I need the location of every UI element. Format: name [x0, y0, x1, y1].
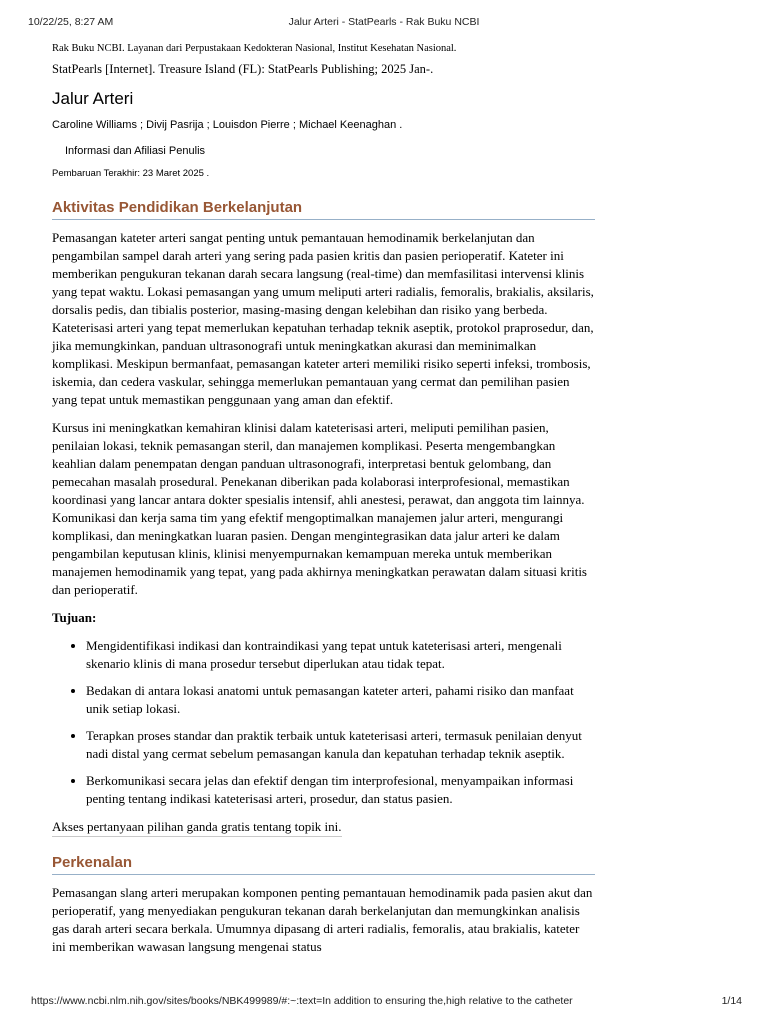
page-number: 1/14 — [721, 995, 742, 1007]
article-content — [52, 40, 595, 966]
print-header — [28, 16, 740, 32]
objective-item: • Bedakan di antara lokasi anatomi untuk pemasangan kateter arteri, pahami risiko dan manfaat unik setiap lokasi. — [86, 682, 595, 718]
print-datetime: 10/22/25, 8:27 AM — [28, 16, 114, 28]
citation-line: StatPearls [Internet]. Treasure Island (FL): StatPearls Publishing; 2025 Jan-. — [52, 62, 434, 76]
education-paragraph-2: Kursus ini meningkatkan kemahiran klinisi dalam kateterisasi arteri, meliputi pemilihan pasien, penilaian lokasi, teknik pemasangan steril, dan manajemen komplikasi. Peserta mengembangkan keahlian dalam penempatan dengan panduan ultrasonografi, interpretasi bentuk gelombang, dan pemecahan masalah prosedural. Penekanan diberikan pada kolaborasi interprofesional, memastikan koordinasi yang lancar antara dokter spesialis intensif, ahli anestesi, perawat, dan anggota tim lainnya. Komunikasi dan kerja sama tim yang efektif mengoptimalkan manajemen jalur arteri, mengurangi komplikasi, dan meningkatkan luaran pasien. Dengan mengintegrasikan data jalur arteri ke dalam pengambilan keputusan klinis, klinisi menyempurnakan kemampuan mereka untuk memberikan manajemen hemodinamik yang tepat, yang pada akhirnya meningkatkan perawatan dalam situasi kritis dan perioperatif. — [52, 420, 587, 597]
print-doc-title: Jalur Arteri - StatPearls - Rak Buku NCBI — [288, 16, 480, 28]
section-heading-intro: Perkenalan — [52, 853, 595, 875]
objectives-label: Tujuan: — [52, 610, 97, 625]
intro-paragraph-1: Pemasangan slang arteri merupakan komponen penting pemantauan hemodinamik pada pasien akut dan perioperatif, yang menyediakan pengukuran tekanan darah berkelanjutan dan memungkinkan analisis gas darah arteri secara berkala. Umumnya dipasang di arteri radialis, femoralis, atau brakialis, kateter ini memberikan wawasan langsung mengenai status — [52, 885, 593, 954]
mcq-link[interactable]: Akses pertanyaan pilihan ganda gratis tentang topik ini. — [52, 818, 342, 837]
publisher-line: Rak Buku NCBI. Layanan dari Perpustakaan Kedokteran Nasional, Institut Kesehatan Nasional. — [52, 43, 457, 54]
objectives-list — [52, 637, 595, 808]
page-title: Jalur Arteri — [52, 89, 134, 108]
objective-item: • Mengidentifikasi indikasi dan kontraindikasi yang tepat untuk kateterisasi arteri, mengenali skenario klinis di mana prosedur tersebut diperlukan atau tidak tepat. — [86, 637, 595, 673]
author-list: Caroline Williams ; Divij Pasrija ; Louisdon Pierre ; Michael Keenaghan . — [52, 119, 403, 131]
objective-item: • Berkomunikasi secara jelas dan efektif dengan tim interprofesional, menyampaikan informasi penting tentang indikasi kateterisasi arteri, prosedur, dan status pasien. — [86, 772, 595, 808]
print-url: https://www.ncbi.nlm.nih.gov/sites/books/NBK499989/#:~:text=In addition to ensuring the,high relative to the catheter — [31, 995, 573, 1007]
education-paragraph-1: Pemasangan kateter arteri sangat penting untuk pemantauan hemodinamik berkelanjutan dan pengambilan sampel darah arteri yang sering pada pasien kritis dan pasien perioperatif. Kateter ini memberikan pengukuran tekanan darah secara langsung (real-time) dan memfasilitasi intervensi klinis yang tepat waktu. Lokasi pemasangan yang umum meliputi arteri radialis, femoralis, brakialis, aksilaris, dorsalis pedis, dan tibialis posterior, masing-masing dengan kelebihan dan risiko yang berbeda. Kateterisasi arteri yang tepat memerlukan kepatuhan terhadap teknik aseptik, protokol praprosedur, dan, jika memungkinkan, panduan ultrasonografi untuk meningkatkan akurasi dan meminimalkan komplikasi. Meskipun bermanfaat, pemasangan kateter arteri memiliki risiko seperti infeksi, trombosis, iskemia, dan cedera vaskular, sehingga memerlukan pemantauan yang cermat dan pemilihan pasien yang tepat untuk memastikan penggunaan yang aman dan efektif. — [52, 230, 594, 407]
last-updated: Pembaruan Terakhir: 23 Maret 2025 . — [52, 168, 210, 179]
objective-item: • Terapkan proses standar dan praktik terbaik untuk kateterisasi arteri, termasuk penilaian denyut nadi distal yang cermat sebelum pemasangan kanula dan kepatuhan terhadap teknik aseptik. — [86, 727, 595, 763]
author-info-link[interactable]: Informasi dan Afiliasi Penulis — [65, 145, 206, 157]
section-heading-education: Aktivitas Pendidikan Berkelanjutan — [52, 198, 595, 220]
print-footer — [28, 995, 740, 1011]
